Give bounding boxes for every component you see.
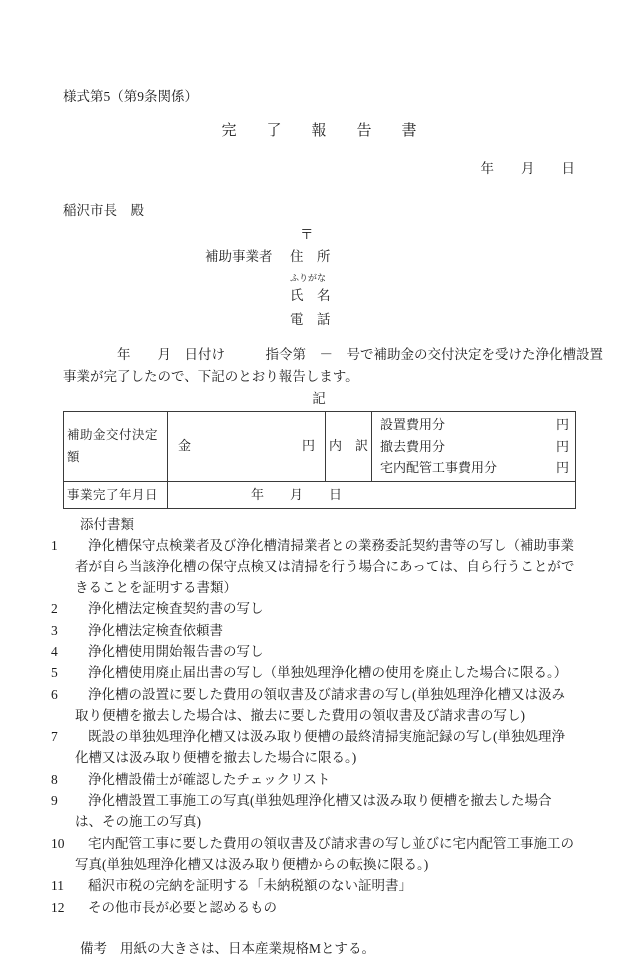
- item-text: 既設の単独処理浄化槽又は汲み取り便槽の最終清掃実施記録の写し(単独処理浄化槽又は汲み取り便槽を撤去した場合に限る。): [75, 729, 565, 766]
- phone-label: 電 話: [290, 312, 331, 327]
- address-label: 住 所: [290, 249, 331, 264]
- attachment-item-9: [51, 790, 575, 833]
- breakdown-row-installation: [372, 414, 575, 436]
- item-text: 浄化槽保守点検業者及び浄化槽清掃業者との業務委託契約書等の写し（補助事業者が自ら当該浄化槽の保守点検又は清掃を行う場合にあっては、自ら行うことができることを証明する書類）: [75, 537, 575, 596]
- completion-date-label: 事業完了年月日: [64, 481, 168, 508]
- completion-date-value: 年 月 日: [168, 481, 576, 508]
- breakdown-row-label: 設置費用分: [380, 417, 446, 432]
- item-number: 4: [51, 643, 58, 659]
- attachment-item-7: [51, 726, 575, 769]
- breakdown-label: 内 訳: [326, 412, 372, 482]
- item-number: 11: [51, 878, 64, 894]
- body-line-1: 年 月 日付け 指令第 － 号で補助金の交付決定を受けた浄化槽設置: [117, 347, 603, 362]
- attachments-section: [51, 514, 575, 918]
- attachment-item-8: [51, 769, 575, 790]
- breakdown-row-removal: [372, 436, 575, 458]
- breakdown-row-label: 撤去費用分: [380, 438, 446, 454]
- attachment-item-4: [51, 641, 575, 662]
- attachment-item-5: [51, 662, 575, 683]
- body-paragraph: [63, 344, 603, 388]
- attachment-item-11: [51, 875, 575, 896]
- attachment-item-6: [51, 684, 575, 727]
- grant-amount-row: [64, 412, 576, 482]
- attachment-item-1: [51, 535, 575, 599]
- breakdown-row-piping: [372, 457, 575, 479]
- attachment-item-10: [51, 833, 575, 876]
- item-number: 12: [51, 899, 65, 915]
- breakdown-cell: [372, 412, 576, 482]
- item-number: 5: [51, 665, 58, 681]
- postal-mark: 〒: [300, 227, 314, 242]
- grant-table: [63, 411, 576, 509]
- breakdown-row-unit: 円: [555, 417, 569, 432]
- remarks-text: 用紙の大きさは、日本産業規格Mとする。: [120, 940, 376, 956]
- addressee: 稲沢市長 殿: [63, 203, 144, 218]
- ki-heading: 記: [312, 391, 326, 406]
- grant-amount-cell: [168, 412, 326, 482]
- item-number: 2: [51, 601, 58, 617]
- item-number: 9: [51, 793, 58, 809]
- item-text: その他市長が必要と認めるもの: [88, 899, 277, 915]
- item-text: 浄化槽設備士が確認したチェックリスト: [88, 771, 331, 787]
- item-number: 7: [51, 729, 58, 745]
- applicant-block: [63, 224, 575, 330]
- date-line: 年 月 日: [480, 161, 575, 176]
- page-title: 完 了 報 告 書: [221, 123, 417, 139]
- attachments-heading: 添付書類: [80, 516, 134, 532]
- grant-amount-label: 補助金交付決定額: [64, 412, 168, 482]
- item-number: 3: [51, 622, 58, 638]
- breakdown-row-label: 宅内配管工事費用分: [380, 460, 498, 475]
- attachment-item-3: [51, 620, 575, 641]
- attachment-item-2: [51, 598, 575, 619]
- completion-date-row: [64, 481, 576, 508]
- item-number: 6: [51, 686, 58, 702]
- item-text: 浄化槽使用開始報告書の写し: [88, 643, 264, 659]
- amount-unit: 円: [301, 438, 315, 454]
- item-text: 浄化槽法定検査依頼書: [88, 622, 223, 638]
- body-line-2: 事業が完了したので、下記のとおり報告します。: [63, 369, 359, 384]
- amount-prefix: 金: [178, 438, 192, 454]
- item-number: 1: [51, 537, 58, 553]
- item-text: 浄化槽の設置に要した費用の領収書及び請求書の写し(単独処理浄化槽又は汲み取り便槽を撤去した場合は、撤去に要した費用の領収書及び請求書の写し): [75, 686, 565, 723]
- item-number: 10: [51, 835, 65, 851]
- furigana-label: ふりがな: [290, 273, 327, 283]
- breakdown-row-unit: 円: [555, 438, 569, 454]
- remarks-line: [80, 938, 575, 960]
- item-number: 8: [51, 771, 58, 787]
- remarks-label: 備考: [80, 940, 107, 956]
- attachment-item-12: [51, 897, 575, 918]
- applicant-address-row: [63, 246, 575, 268]
- item-text: 宅内配管工事に要した費用の領収書及び請求書の写し並びに宅内配管工事施工の写真(単独処理浄化槽又は汲み取り便槽からの転換に限る。): [75, 835, 574, 872]
- item-text: 浄化槽法定検査契約書の写し: [88, 601, 264, 617]
- item-text: 浄化槽設置工事施工の写真(単独処理浄化槽又は汲み取り便槽を撤去した場合は、その施工の写真): [75, 793, 552, 830]
- item-text: 稲沢市税の完納を証明する「未納税額のない証明書」: [88, 878, 412, 894]
- form-number: 様式第5（第9条関係）: [63, 89, 198, 104]
- name-label: 氏 名: [290, 288, 331, 303]
- applicant-label: 補助事業者: [205, 249, 273, 264]
- item-text: 浄化槽使用廃止届出書の写し（単独処理浄化槽の使用を廃止した場合に限る。）: [88, 665, 568, 681]
- breakdown-row-unit: 円: [555, 460, 569, 475]
